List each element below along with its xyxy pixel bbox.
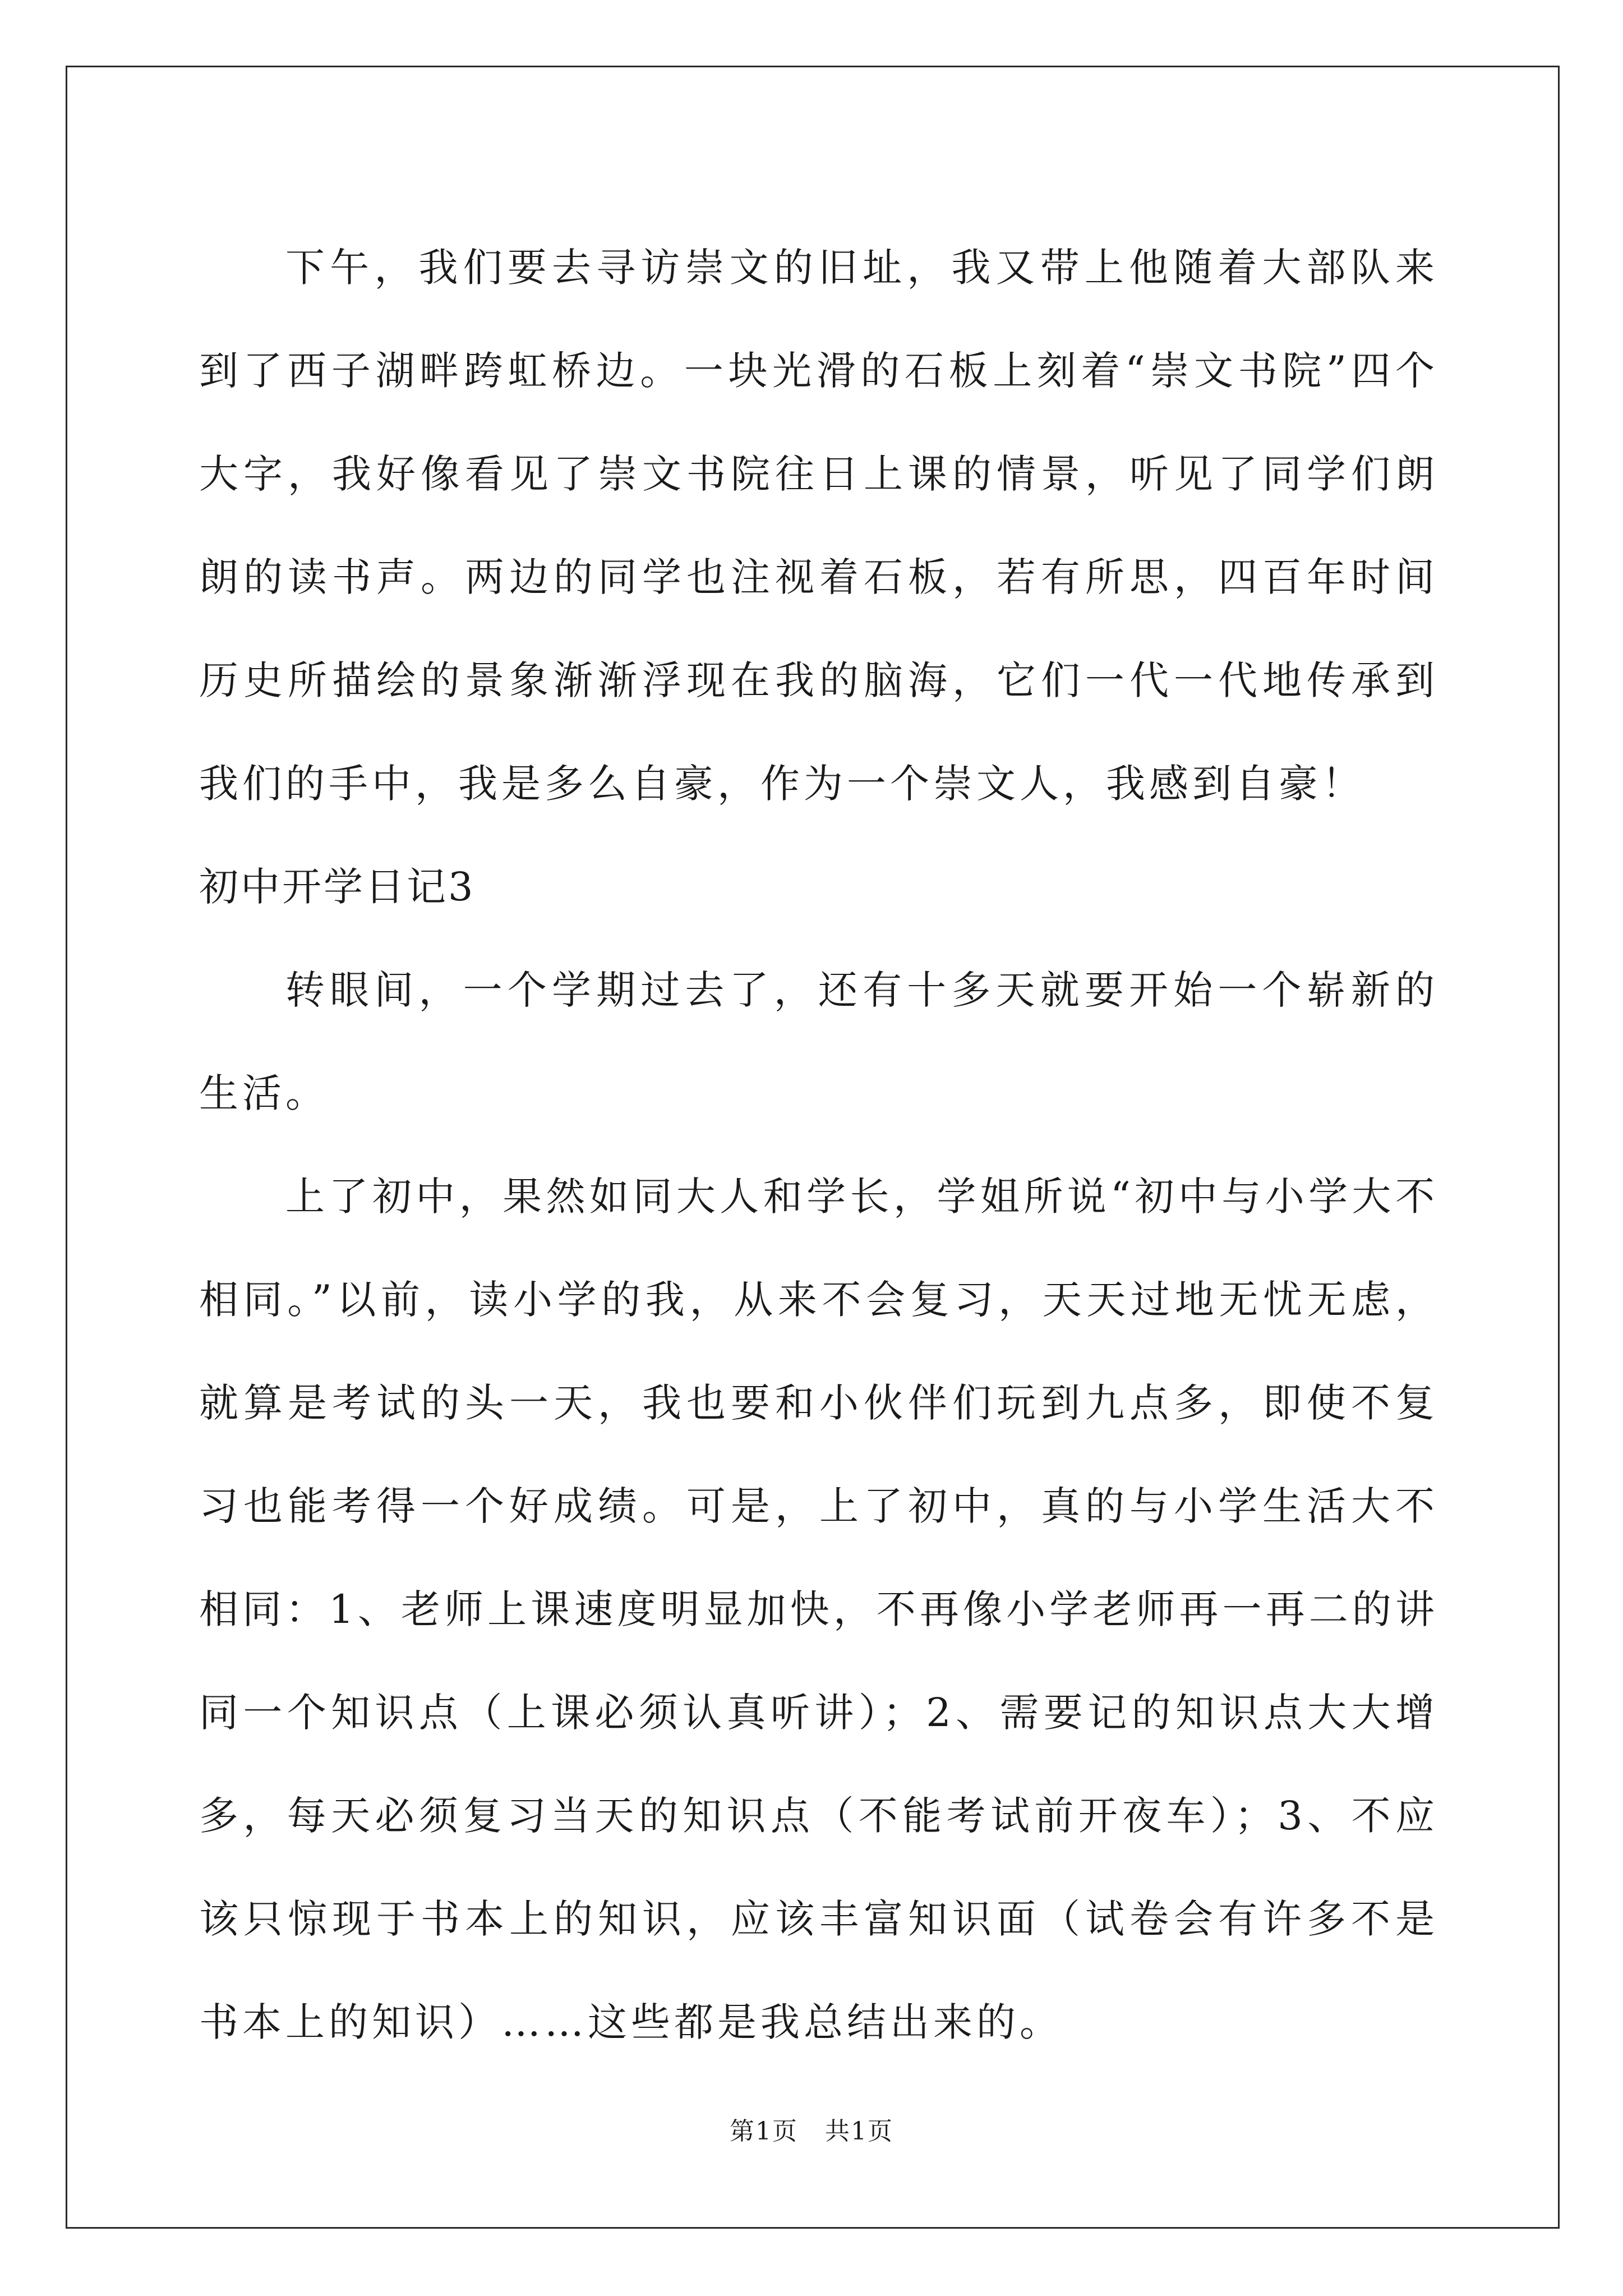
section-heading: 初中开学日记3 (199, 864, 476, 910)
page-number: 第1页 (730, 2117, 798, 2146)
paragraph-visit-old-site: 下午，我们要去寻访崇文的旧址，我又带上他随着大部队来到了西子湖畔跨虹桥边。一块光滑的石板上刻着“崇文书院”四个大字，我好像看见了崇文书院往日上课的情景，听见了同学们朗朗的读书声。两边的同学也注视着石板，若有所思，四百年时间历史所描绘的景象渐渐浮现在我的脑海，它们一代一代地传承到我们的手中，我是多么自豪，作为一个崇文人，我感到自豪！ (199, 245, 1438, 807)
paragraph-middle-school-differences: 上了初中，果然如同大人和学长，学姐所说“初中与小学大不相同。”以前，读小学的我，从来不会复习，天天过地无忧无虑，就算是考试的头一天，我也要和小伙伴们玩到九点多，即使不复习也能考得一个好成绩。可是，上了初中，真的与小学生活大不相同：1、老师上课速度明显加快，不再像小学老师再一再二的讲同一个知识点（上课必须认真听讲）；2、需要记的知识点大大增多，每天必须复习当天的知识点（不能考试前开夜车）；3、不应该只惊现于书本上的知识，应该丰富知识面（试卷会有许多不是书本上的知识）……这些都是我总结出来的。 (199, 1174, 1438, 2045)
page-footer (0, 2115, 1623, 2148)
document-body (199, 216, 1438, 2074)
paragraph-semester-passed: 转眼间，一个学期过去了，还有十多天就要开始一个崭新的生活。 (199, 967, 1438, 1116)
page-total: 共1页 (825, 2117, 893, 2146)
